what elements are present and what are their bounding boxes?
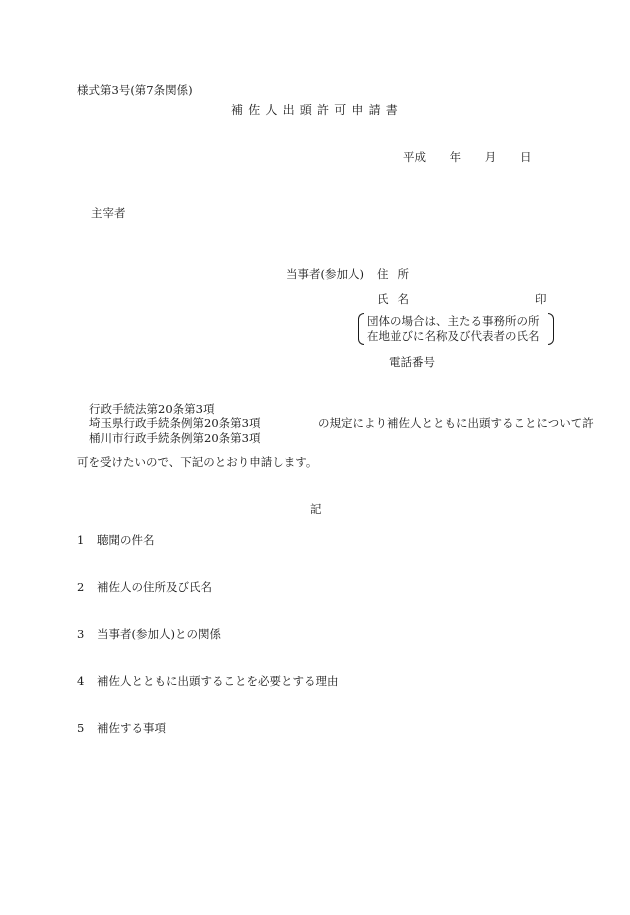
item-label: 当事者(参加人)との関係 <box>97 627 221 641</box>
date-line: 平成 年 月 日 <box>403 150 532 164</box>
item-label: 補佐人とともに出頭することを必要とする理由 <box>97 674 339 688</box>
item-number: 3 <box>77 627 85 641</box>
item-label: 補佐する事項 <box>97 721 166 735</box>
list-item <box>77 723 166 735</box>
item-label: 聴聞の件名 <box>97 533 155 547</box>
law-option-prefecture: 埼玉県行政手続条例第20条第3項 <box>89 416 261 430</box>
bracket-left <box>358 313 364 345</box>
law-option-national: 行政手続法第20条第3項 <box>89 402 215 416</box>
item-number: 4 <box>77 674 85 688</box>
item-number: 2 <box>77 580 85 594</box>
request-clause: の規定により補佐人とともに出頭することについて許 <box>318 416 594 430</box>
item-label: 補佐人の住所及び氏名 <box>97 580 212 594</box>
document-title: 補佐人出頭許可申請書 <box>231 103 404 117</box>
item-number: 5 <box>77 721 85 735</box>
law-option-city: 桶川市行政手続条例第20条第3項 <box>89 431 261 445</box>
addressee: 主宰者 <box>91 206 126 220</box>
request-sentence: 可を受けたいので、下記のとおり申請します。 <box>77 455 318 469</box>
item-number: 1 <box>77 533 85 547</box>
list-item <box>77 676 339 688</box>
organization-note <box>358 313 554 345</box>
applicant-role: 当事者(参加人) <box>286 267 364 281</box>
list-item <box>77 535 155 547</box>
form-number: 様式第3号(第7条関係) <box>77 83 193 97</box>
organization-note-line-2: 在地並びに名称及び代表者の氏名 <box>367 329 540 343</box>
list-item <box>77 582 212 594</box>
phone-label: 電話番号 <box>389 355 435 369</box>
seal-mark: 印 <box>535 292 547 306</box>
bracket-right <box>548 313 554 345</box>
name-label: 氏名 <box>377 292 418 306</box>
list-item <box>77 629 221 641</box>
organization-note-line-1: 団体の場合は、主たる事務所の所 <box>367 314 540 328</box>
ki-heading: 記 <box>310 502 322 516</box>
address-label: 住所 <box>377 267 418 281</box>
